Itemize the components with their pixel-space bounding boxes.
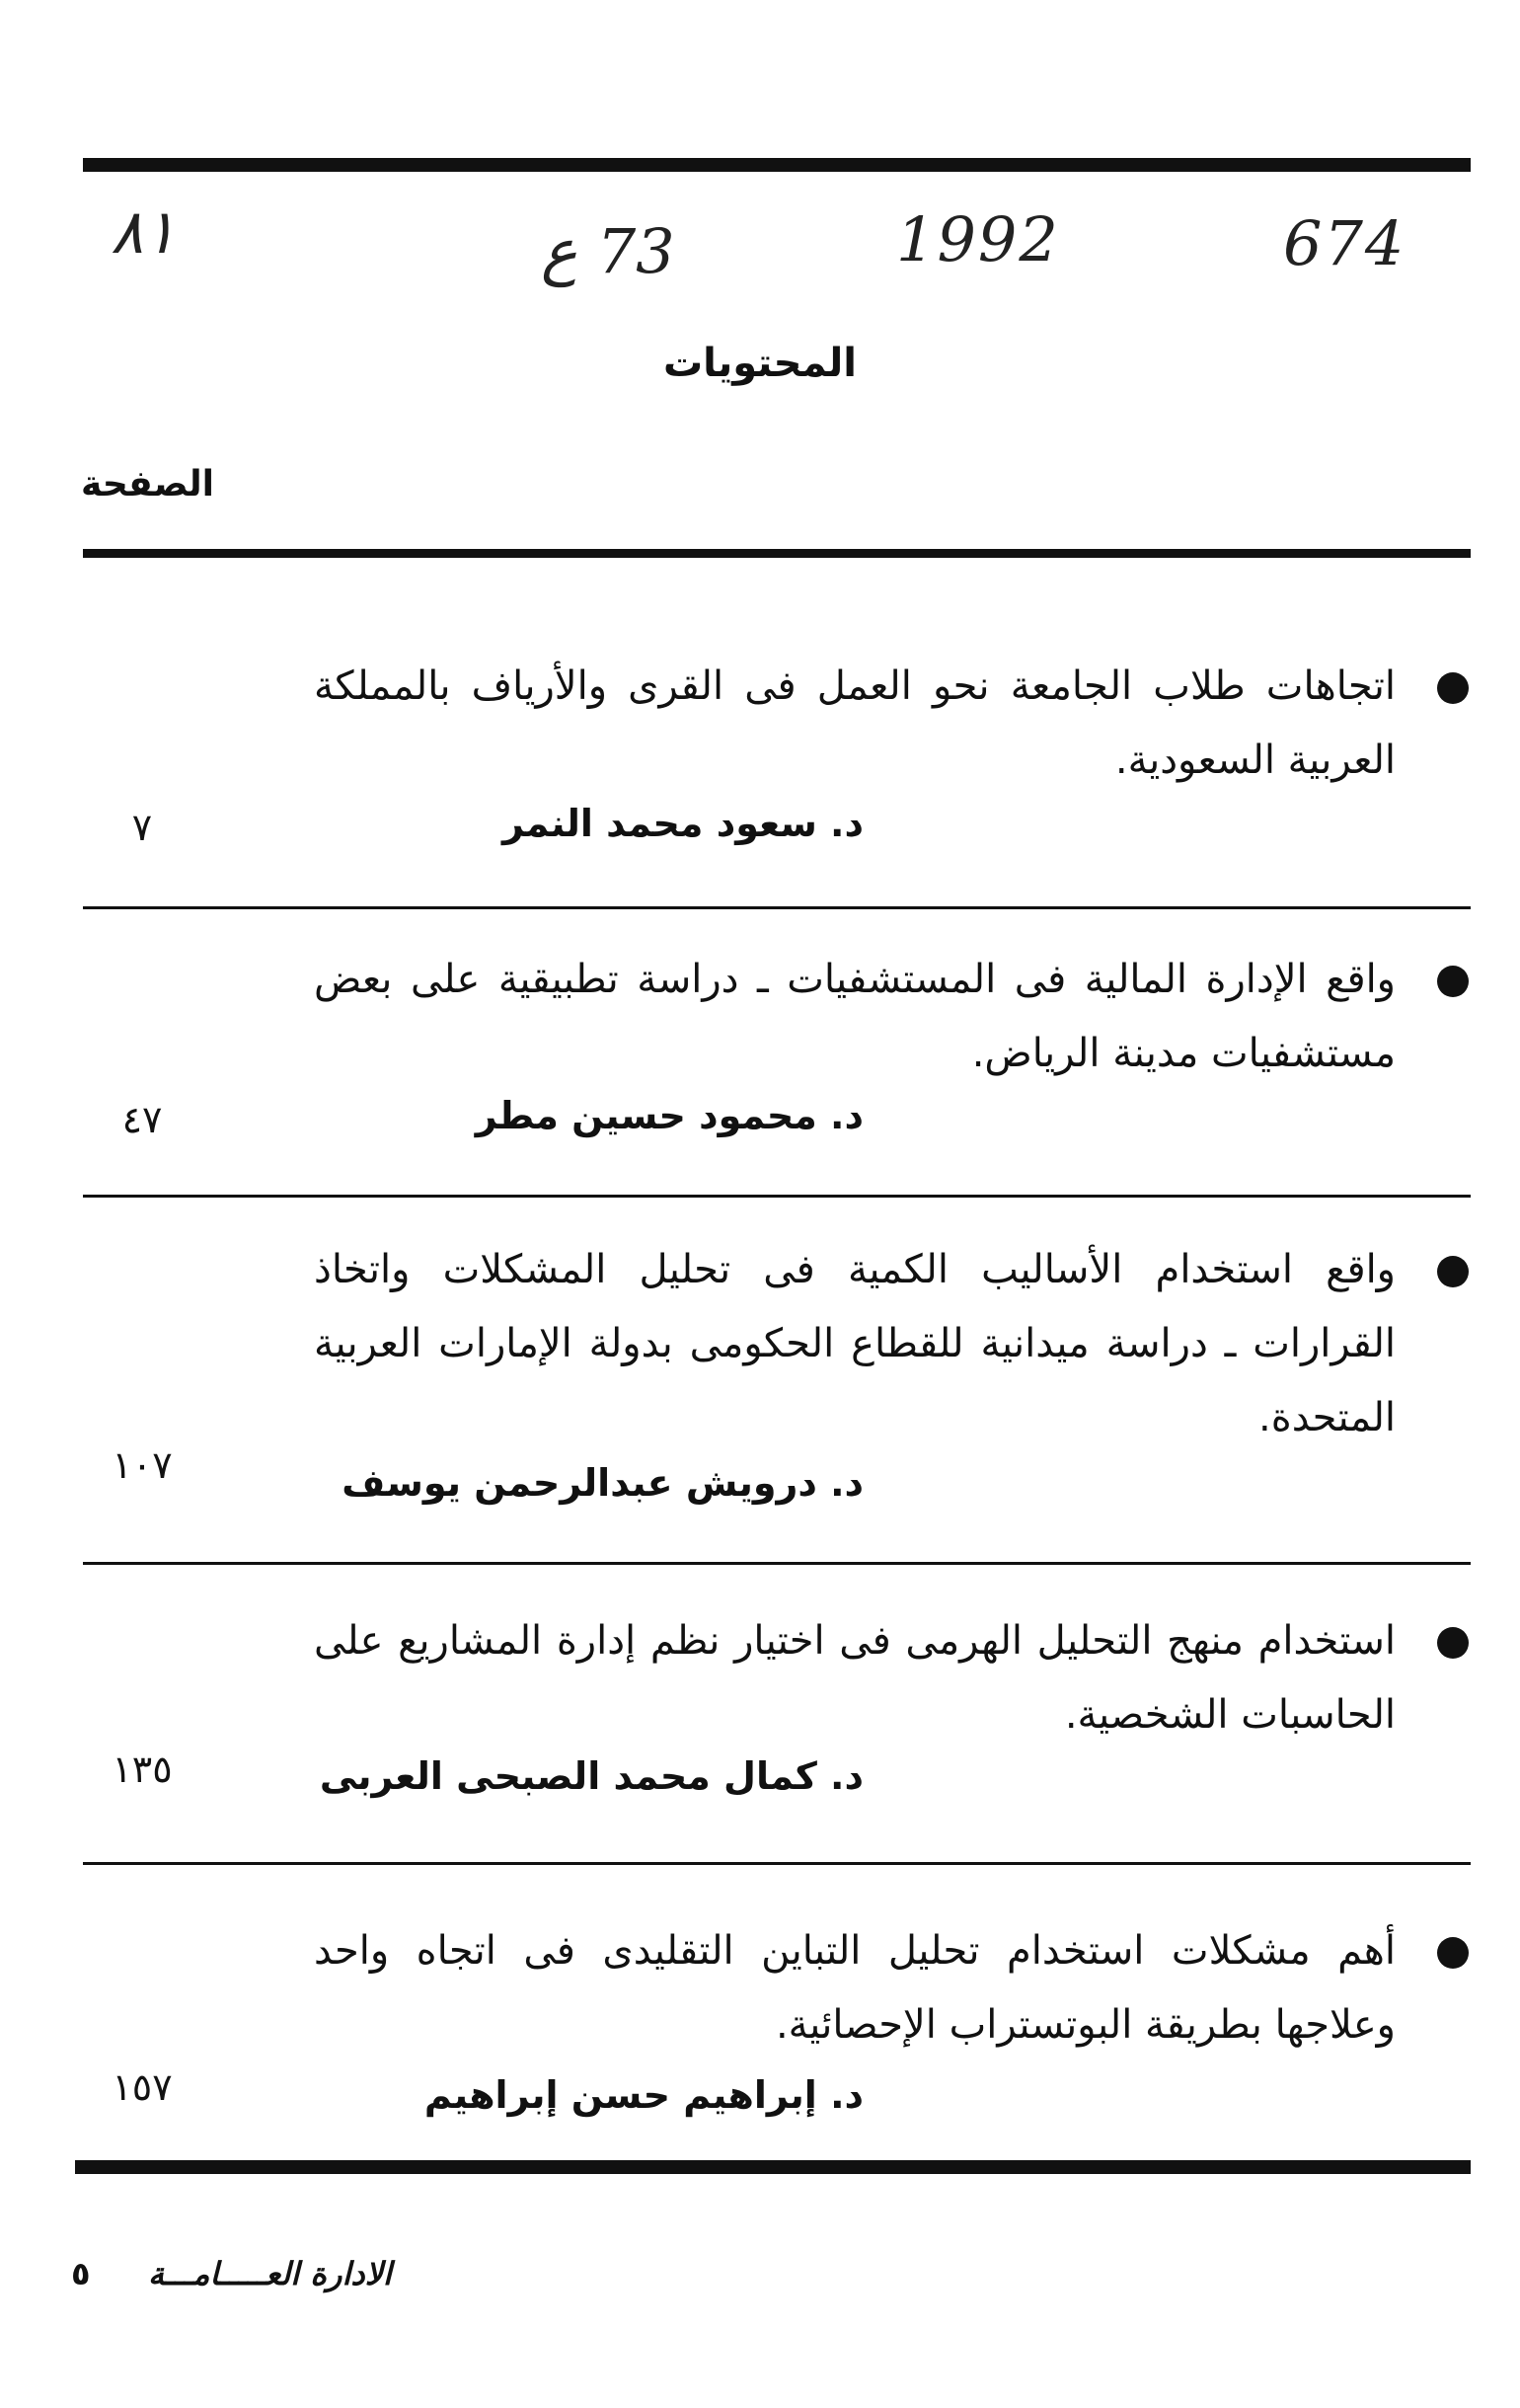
handwritten-note-issue: 73 ع xyxy=(541,215,675,287)
page-title: المحتويات xyxy=(662,341,857,386)
bottom-rule xyxy=(75,2160,1471,2174)
entry-divider xyxy=(83,1562,1471,1565)
handwritten-note-number: 674 xyxy=(1283,207,1406,279)
entry-author: د. محمود حسين مطر xyxy=(475,1094,864,1137)
entry-page-number: ١٠٧ xyxy=(112,1443,173,1487)
entry-title: اتجاهات طلاب الجامعة نحو العمل فى القرى والأرياف بالمملكة العربية السعودية. xyxy=(314,663,1396,783)
header-rule xyxy=(83,549,1471,558)
handwritten-note-left: ۸۱ xyxy=(111,195,177,268)
handwritten-note-year: 1992 xyxy=(896,203,1060,275)
footer-journal-name: الادارة العـــــامـــة xyxy=(148,2255,392,2292)
entry-divider xyxy=(83,1195,1471,1198)
entry-page-number: ٧ xyxy=(131,806,153,849)
bullet-icon xyxy=(1437,1256,1469,1287)
entry-divider xyxy=(83,906,1471,909)
entry-title: أهم مشكلات استخدام تحليل التباين التقليدى فى اتجاه واحد وعلاجها بطريقة البوتستراب الإحصائية. xyxy=(314,1928,1396,2048)
entry-author: د. إبراهيم حسن إبراهيم xyxy=(423,2073,864,2117)
page-column-label: الصفحة xyxy=(81,464,215,505)
entry-divider xyxy=(83,1862,1471,1865)
entry-author: د. سعود محمد النمر xyxy=(501,802,864,845)
footer-page-number: ٥ xyxy=(71,2255,91,2292)
entry-author: د. كمال محمد الصبحى العربى xyxy=(319,1754,864,1798)
entry-author: د. درويش عبدالرحمن يوسف xyxy=(342,1461,864,1505)
entry-title: استخدام منهج التحليل الهرمى فى اختيار نظم إدارة المشاريع على الحاسبات الشخصية. xyxy=(314,1618,1396,1738)
entry-title: واقع استخدام الأساليب الكمية فى تحليل المشكلات واتخاذ القرارات ـ دراسة ميدانية للقطاع الحكومى بدولة الإمارات العربية المتحدة. xyxy=(314,1247,1396,1440)
entry-title: واقع الإدارة المالية فى المستشفيات ـ دراسة تطبيقية على بعض مستشفيات مدينة الرياض. xyxy=(314,957,1396,1076)
entry-page-number: ١٥٧ xyxy=(112,2065,173,2109)
bullet-icon xyxy=(1437,966,1469,997)
bullet-icon xyxy=(1437,1627,1469,1659)
bullet-icon xyxy=(1437,672,1469,704)
entry-page-number: ٤٧ xyxy=(121,1098,163,1141)
bullet-icon xyxy=(1437,1937,1469,1969)
top-rule xyxy=(83,158,1471,172)
entry-page-number: ١٣٥ xyxy=(112,1748,173,1791)
